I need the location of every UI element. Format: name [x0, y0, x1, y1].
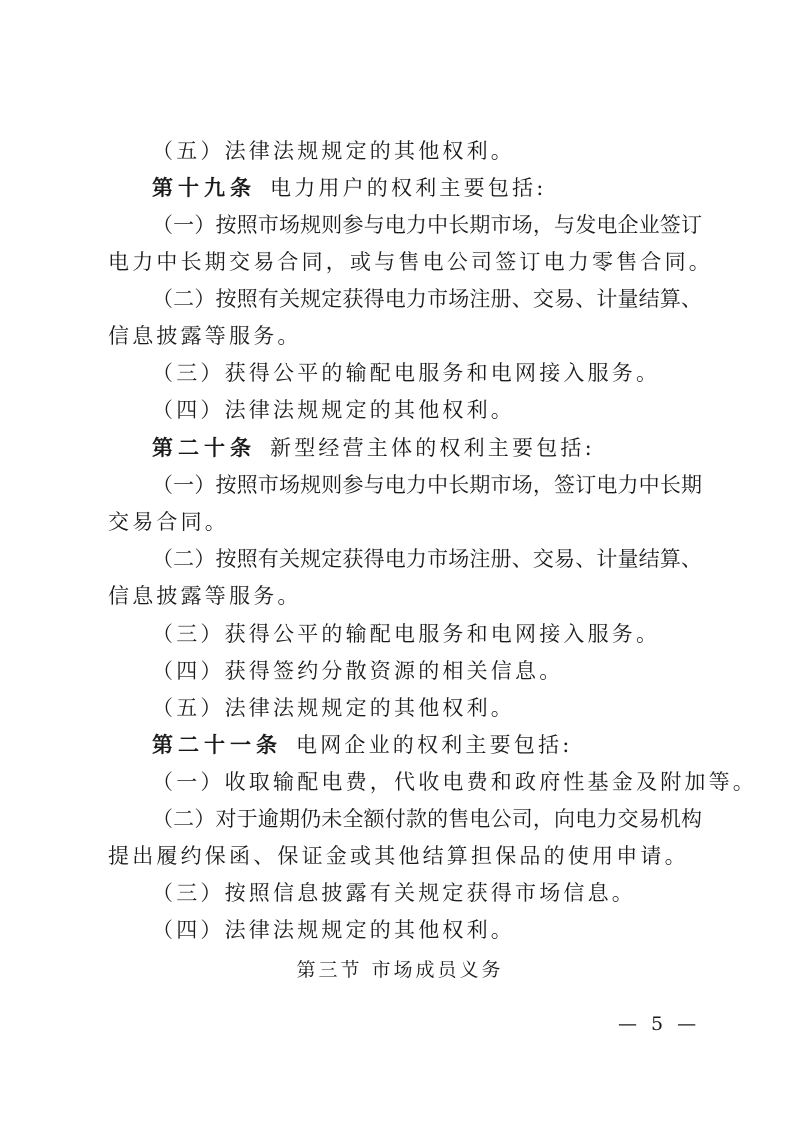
clause-line: 电力中长期交易合同，或与售电公司签订电力零售合同。	[108, 250, 713, 274]
article-21-line: 第二十一条 电网企业的权利主要包括:	[152, 732, 573, 757]
clause-line: （五）法律法规规定的其他权利。	[152, 139, 515, 163]
clause-line: （三）获得公平的输配电服务和电网接入服务。	[152, 361, 661, 385]
page-number: — 5 —	[618, 1013, 701, 1035]
clause-line: （一）收取输配电费，代收电费和政府性基金及附加等。	[152, 770, 757, 794]
article-19-line: 第十九条 电力用户的权利主要包括:	[152, 175, 547, 200]
article-number: 第十九条	[152, 175, 256, 200]
article-20-line: 第二十条 新型经营主体的权利主要包括:	[152, 435, 595, 460]
article-number: 第二十条	[152, 435, 256, 460]
clause-line: （三）获得公平的输配电服务和电网接入服务。	[152, 622, 661, 646]
clause-line: （三）按照信息披露有关规定获得市场信息。	[152, 881, 636, 905]
clause-line: （一）按照市场规则参与电力中长期市场，签订电力中长期	[152, 473, 702, 497]
clause-line: 交易合同。	[108, 510, 229, 534]
clause-line: （二）对于逾期仍未全额付款的售电公司，向电力交易机构	[152, 807, 702, 831]
clause-line: （五）法律法规规定的其他权利。	[152, 696, 515, 720]
article-number: 第二十一条	[152, 732, 282, 757]
clause-line: （四）获得签约分散资源的相关信息。	[152, 659, 564, 683]
section-heading: 第三节 市场成员义务	[296, 959, 504, 981]
clause-line: （二）按照有关规定获得电力市场注册、交易、计量结算、	[152, 547, 702, 571]
clause-line: （二）按照有关规定获得电力市场注册、交易、计量结算、	[152, 287, 702, 311]
clause-line: （四）法律法规规定的其他权利。	[152, 918, 515, 942]
clause-line: 提出履约保函、保证金或其他结算担保品的使用申请。	[108, 844, 689, 868]
clause-line: （一）按照市场规则参与电力中长期市场，与发电企业签订	[152, 213, 702, 237]
clause-line: （四）法律法规规定的其他权利。	[152, 398, 515, 422]
clause-line: 信息披露等服务。	[108, 584, 302, 608]
clause-line: 信息披露等服务。	[108, 324, 302, 348]
